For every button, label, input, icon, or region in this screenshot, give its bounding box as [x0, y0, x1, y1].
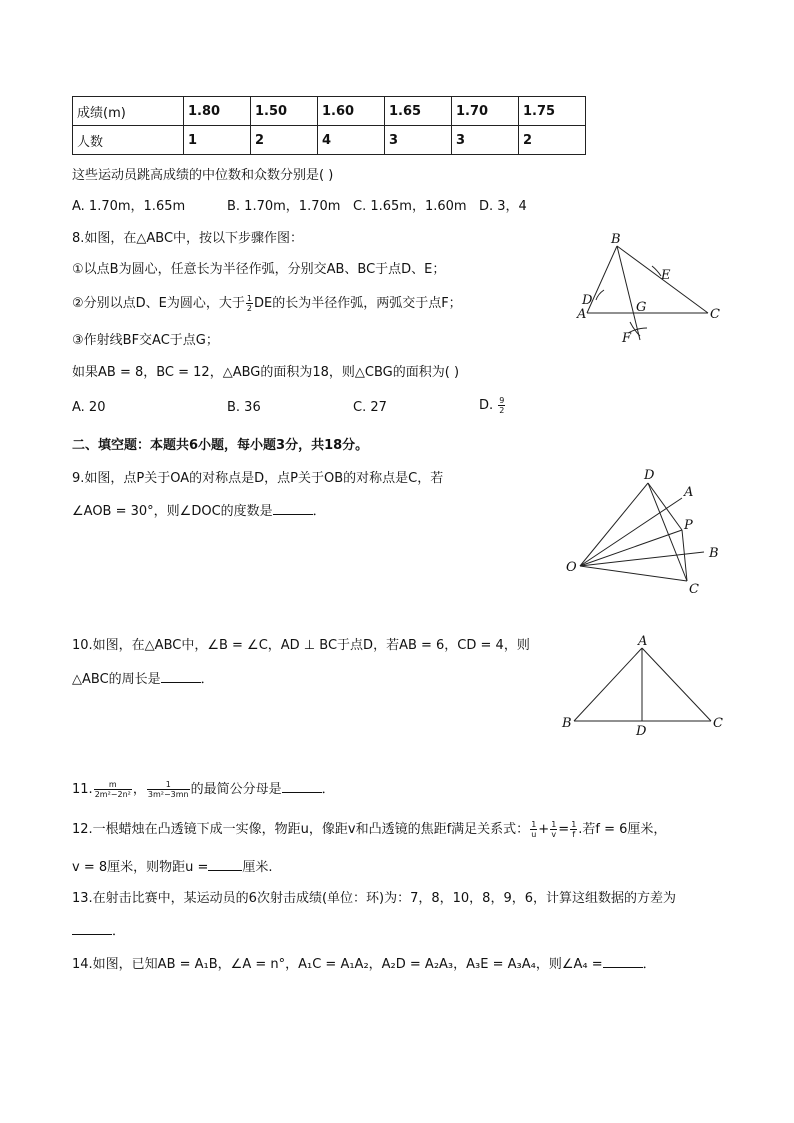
- segment-dc: [648, 483, 687, 581]
- q9-line2: [72, 500, 326, 521]
- q8-option-b: B. 36: [227, 400, 261, 415]
- answer-blank[interactable]: [282, 778, 322, 793]
- q12-line1: [72, 820, 666, 839]
- q12-line2-text: v = 8厘米，则物距u =: [72, 860, 209, 875]
- q8-intro: 8.如图，在△ABC中，按以下步骤作图：: [72, 231, 304, 246]
- label-b: B: [611, 232, 621, 247]
- plus-sign: +: [538, 822, 550, 837]
- segment-oc: [580, 566, 687, 581]
- answer-blank[interactable]: [208, 856, 242, 871]
- fraction-denominator: 2: [499, 406, 505, 415]
- q9-line1: 9.如图，点P关于OA的对称点是D，点P关于OB的对称点是C，若: [72, 471, 444, 486]
- fraction-numerator: 1: [147, 780, 190, 790]
- q11-separator: ，: [132, 782, 146, 797]
- score-table: [72, 96, 586, 155]
- fraction-denominator: f: [572, 830, 576, 839]
- label-g: G: [636, 300, 647, 315]
- fraction-1-over-v: [550, 820, 557, 839]
- fraction-denominator: 3m²−3mn: [147, 790, 189, 799]
- table-row-label: 人数: [73, 126, 184, 155]
- fraction-2: [147, 780, 190, 799]
- label-c: C: [710, 307, 720, 322]
- q12-line2-end: 厘米.: [242, 860, 273, 875]
- fraction-denominator: 2: [246, 304, 252, 313]
- q8-step2: [72, 294, 462, 313]
- segment-op: [580, 530, 682, 566]
- label-d: D: [644, 468, 655, 483]
- equals-sign: =: [558, 822, 570, 837]
- table-cell: 1.75: [519, 97, 586, 126]
- q8-step1: ①以点B为圆心，任意长为半径作弧，分别交AB、BC于点D、E；: [72, 262, 446, 277]
- q14-text: 14.如图，已知AB = A₁B，∠A = n°，A₁C = A₁A₂，A₂D = A₂A₃，A₃E = A₃A₄，则∠A₄ =: [72, 957, 603, 972]
- arc-e: [652, 266, 661, 276]
- label-c: C: [689, 582, 699, 597]
- answer-blank[interactable]: [603, 953, 643, 968]
- q14-end: ．: [642, 957, 656, 972]
- fraction-denominator: v: [551, 830, 557, 839]
- q11-line: [72, 778, 335, 799]
- table-cell: 1.80: [184, 97, 251, 126]
- table-cell: 1.60: [318, 97, 385, 126]
- fraction-1-over-f: [570, 820, 577, 839]
- segment-od: [580, 483, 648, 566]
- q11-end: ．: [321, 782, 335, 797]
- segment-ac: [642, 648, 711, 721]
- q8-option-a: A. 20: [72, 400, 106, 415]
- table-row: [73, 126, 586, 155]
- answer-blank[interactable]: [161, 668, 201, 683]
- table-row: [73, 97, 586, 126]
- table-cell: 1.50: [251, 97, 318, 126]
- q9-line2-end: ．: [312, 504, 326, 519]
- table-cell: 2: [251, 126, 318, 155]
- q10-line1: 10.如图，在△ABC中，∠B = ∠C，AD ⊥ BC于点D，若AB = 6，CD = 4，则: [72, 638, 530, 653]
- q8-step2-after: DE的长为半径作弧，两弧交于点F；: [253, 296, 462, 311]
- q8-option-d: [479, 396, 506, 415]
- section-2-title: 二、填空题：本题共6小题，每小题3分，共18分。: [72, 438, 369, 453]
- ray-bf: [617, 246, 640, 340]
- label-d: D: [582, 293, 593, 308]
- table-cell: 2: [519, 126, 586, 155]
- label-b: B: [709, 546, 719, 561]
- fraction-numerator: 1: [531, 820, 537, 829]
- table-cell: 3: [385, 126, 452, 155]
- q13-line2: [72, 920, 125, 941]
- table-cell: 4: [318, 126, 385, 155]
- table-cell: 1.65: [385, 97, 452, 126]
- label-a: A: [684, 485, 694, 500]
- q7-option-a: A. 1.70m，1.65m: [72, 199, 186, 214]
- segment-ab: [587, 246, 617, 313]
- fraction-1: [94, 780, 132, 799]
- answer-blank[interactable]: [72, 920, 112, 935]
- q8-option-c: C. 27: [353, 400, 387, 415]
- fraction-numerator: 1: [571, 820, 577, 829]
- table-cell: 3: [452, 126, 519, 155]
- ray-ob: [580, 552, 704, 566]
- half-fraction: [246, 294, 253, 313]
- q11-suffix: 的最简公分母是: [190, 782, 282, 797]
- q13-line1: 13.在射击比赛中，某运动员的6次射击成绩(单位：环)为：7，8，10，8，9，6，计算这组数据的方差为: [72, 891, 676, 906]
- fraction-numerator: m: [94, 780, 132, 790]
- segment-dp: [648, 483, 682, 530]
- q7-question: 这些运动员跳高成绩的中位数和众数分别是( ): [72, 168, 334, 183]
- fraction-denominator: 2m²−2n²: [94, 790, 131, 799]
- fraction-1-over-u: [530, 820, 537, 839]
- label-o: O: [566, 560, 577, 575]
- label-f: F: [622, 331, 632, 346]
- label-e: E: [661, 268, 671, 283]
- q13-line2-end: ．: [112, 924, 126, 939]
- arc-d: [596, 290, 604, 300]
- arc-f-1: [628, 328, 647, 333]
- fraction-numerator: 1: [246, 294, 252, 303]
- fraction-denominator: u: [531, 830, 537, 839]
- ray-oa: [580, 498, 682, 566]
- q8-step2-before: ②分别以点D、E为圆心，大于: [72, 296, 245, 311]
- q10-line2: [72, 668, 214, 689]
- q8-option-d-label: D.: [479, 398, 498, 413]
- q8-condition: 如果AB = 8，BC = 12，△ABG的面积为18，则△CBG的面积为( ): [72, 365, 460, 380]
- table-header-label: 成绩(m): [73, 97, 184, 126]
- q8-step3: ③作射线BF交AC于点G；: [72, 333, 219, 348]
- label-d: D: [636, 724, 647, 739]
- table-cell: 1.70: [452, 97, 519, 126]
- q12-text-after: .若f = 6厘米，: [578, 822, 667, 837]
- nine-halves-fraction: [498, 396, 505, 415]
- answer-blank[interactable]: [273, 500, 313, 515]
- q9-line2-text: ∠AOB = 30°，则∠DOC的度数是: [72, 504, 273, 519]
- q10-line2-text: △ABC的周长是: [72, 672, 161, 687]
- label-a: A: [577, 307, 587, 322]
- q10-line2-end: ．: [200, 672, 214, 687]
- fraction-numerator: 9: [499, 396, 505, 405]
- table-cell: 1: [184, 126, 251, 155]
- label-a: A: [638, 634, 648, 649]
- label-b: B: [562, 716, 572, 731]
- q7-option-c: C. 1.65m，1.60m: [353, 199, 467, 214]
- q14-line: [72, 953, 656, 974]
- segment-pc: [682, 530, 687, 581]
- q12-text: 12.一根蜡烛在凸透镜下成一实像，物距u，像距v和凸透镜的焦距f满足关系式：: [72, 822, 530, 837]
- q7-option-d: D. 3，4: [479, 199, 527, 214]
- q12-line2: [72, 856, 273, 877]
- segment-bc: [617, 246, 708, 313]
- segment-ab: [574, 648, 642, 721]
- fraction-numerator: 1: [551, 820, 557, 829]
- label-c: C: [713, 716, 723, 731]
- arc-f-2: [630, 322, 640, 336]
- label-p: P: [684, 518, 693, 533]
- q11-prefix: 11.: [72, 782, 93, 797]
- q7-option-b: B. 1.70m，1.70m: [227, 199, 341, 214]
